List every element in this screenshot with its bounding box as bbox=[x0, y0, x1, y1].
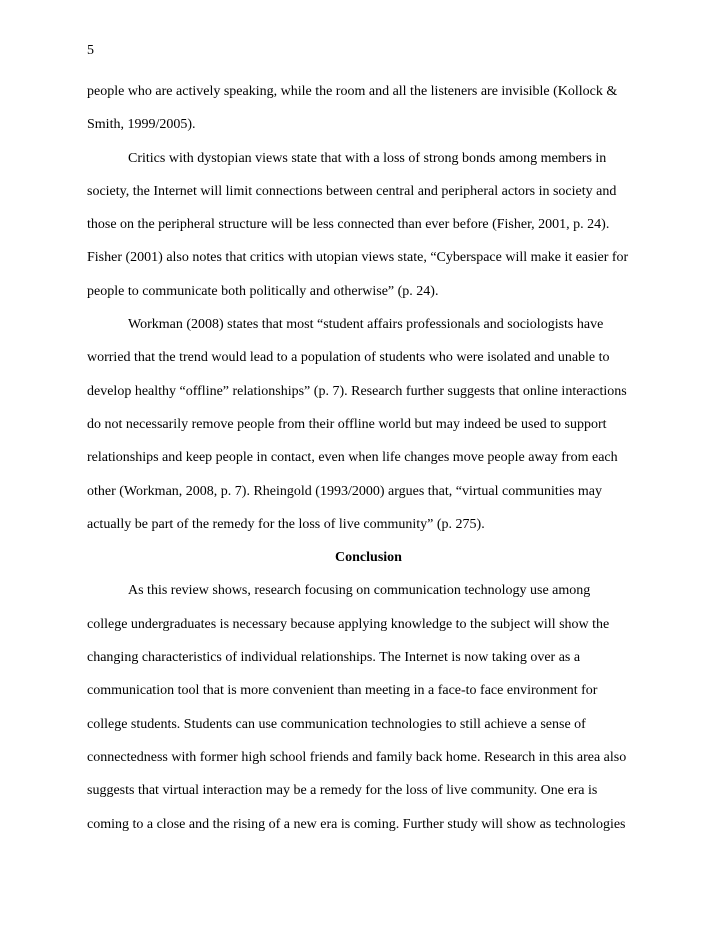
text-line: people to communicate both politically and otherwise” (p. 24). bbox=[87, 283, 439, 299]
text-line: actually be part of the remedy for the loss of live community” (p. 275). bbox=[87, 516, 485, 532]
text-line: Smith, 1999/2005). bbox=[87, 117, 196, 133]
text-line: communication tool that is more convenient than meeting in a face-to face environment for bbox=[87, 683, 598, 699]
text-line: other (Workman, 2008, p. 7). Rheingold (1993/2000) argues that, “virtual communities may bbox=[87, 483, 602, 499]
text-line: college students. Students can use communication technologies to still achieve a sense of bbox=[87, 716, 586, 732]
text-line: coming to a close and the rising of a new era is coming. Further study will show as technologies bbox=[87, 816, 626, 832]
text-line: changing characteristics of individual relationships. The Internet is now taking over as a bbox=[87, 650, 581, 666]
page-number: 5 bbox=[87, 43, 94, 58]
text-line: suggests that virtual interaction may be a remedy for the loss of live community. One era is bbox=[87, 783, 598, 799]
paragraph-start-line: Critics with dystopian views state that with a loss of strong bonds among members in bbox=[128, 150, 607, 166]
text-line: those on the peripheral structure will be less connected than ever before (Fisher, 2001, p. 24). bbox=[87, 217, 610, 233]
section-heading: Conclusion bbox=[335, 550, 402, 566]
body-text bbox=[87, 84, 647, 850]
text-line: do not necessarily remove people from their offline world but may indeed be used to support bbox=[87, 416, 607, 432]
text-line: connectedness with former high school friends and family back home. Research in this area also bbox=[87, 749, 627, 765]
text-line: college undergraduates is necessary because applying knowledge to the subject will show the bbox=[87, 616, 610, 632]
text-line: people who are actively speaking, while the room and all the listeners are invisible (Kollock & bbox=[87, 84, 618, 99]
paragraph-start-line: As this review shows, research focusing on communication technology use among bbox=[128, 583, 591, 599]
text-line: Fisher (2001) also notes that critics with utopian views state, “Cyberspace will make it easier for bbox=[87, 250, 629, 266]
text-line: worried that the trend would lead to a population of students who were isolated and unable to bbox=[87, 350, 610, 366]
text-line: develop healthy “offline” relationships” (p. 7). Research further suggests that online interactions bbox=[87, 383, 627, 399]
text-line: society, the Internet will limit connections between central and peripheral actors in society and bbox=[87, 183, 617, 199]
paragraph-start-line: Workman (2008) states that most “student affairs professionals and sociologists have bbox=[128, 317, 604, 333]
text-line: relationships and keep people in contact, even when life changes move people away from each bbox=[87, 450, 618, 466]
